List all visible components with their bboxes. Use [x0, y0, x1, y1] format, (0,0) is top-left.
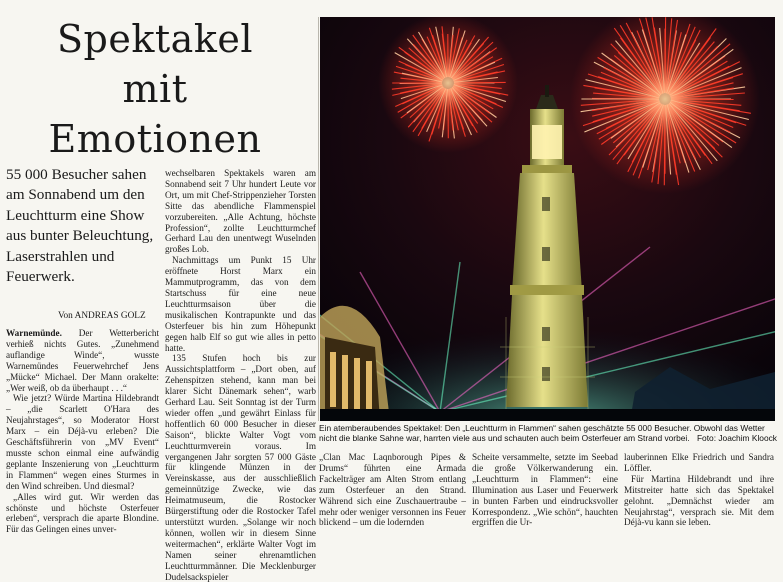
dateline: Warnemünde.	[6, 328, 62, 338]
caption-text: Ein atemberaubendes Spektakel: Den „Leuchtturm in Flammen“ sahen geschätzte 55 000 Besucher. Obwohl das Wetter nicht die blanke Sahne war, harrten viele aus und schauten auch beim Osterfeuer am Strand vorbei.	[319, 423, 765, 443]
paragraph: 135 Stufen hoch bis zur Aussichtsplattform – „Dort oben, auf Zehenspitzen stehend, kann man bei klarer Sicht Dänemark sehen“, warb Gerhard Lau. Seit Sonntag ist der Turm wieder offen „und gewährt Einlass für hoffentlich 60 000 Besucher in dieser Saison“, blickte Walter Vogt vom Leuchtturmverein voraus. Im vergangenen Jahr sorgten 57 000 Gäste für klingende Münzen in der Vereinskasse, aus der ausschließlich gemeinnützige Zwecke, wie das Heimatmuseum, die Rostocker Bürgerstiftung oder die Rostocker Tafel unterstützt wurden. „Solange wir noch können, wollen wir in diesem Sinne weitermachen“, erklärte Walter Vogt im Namen seiner ehrenamtlichen Leuchtturmmänner. Die Mecklenburger Dudelsackspieler	[165, 353, 316, 582]
paragraph: Für Martina Hildebrandt und ihre Mitstreiter hatte sich das Spektakel gelohnt. „Demnächst wieder am Neujahrstag“, versprach sie. Mit dem Déjà-vu kann sie leben.	[624, 474, 774, 529]
paragraph: lauberinnen Elke Friedrich und Sandra Löffler.	[624, 452, 774, 474]
column-3	[319, 452, 466, 528]
lead-paragraph: 55 000 Besucher sahen am Sonnabend um den Leuchtturm eine Show aus bunter Beleuchtung, Laserstrahlen und Feuerwerk.	[6, 165, 162, 287]
headline-line-2: mit	[0, 64, 310, 114]
photo-caption	[319, 423, 777, 444]
column-2	[165, 168, 316, 582]
photo-credit: Foto: Joachim Kloock	[697, 433, 777, 443]
headline-line-1: Spektakel	[0, 14, 310, 64]
headline-line-3: Emotionen	[0, 114, 310, 164]
column-4	[472, 452, 618, 528]
headline	[0, 14, 310, 164]
paragraph: Nachmittags um Punkt 15 Uhr eröffnete Horst Marx ein Mammutprogramm, das von dem Startschuss für eine neue Leuchtturmsaison über die musikalischen Kontrapunkte und das Osterfeuer bis hin zum Höhepunkt gegen halb Elf so gut wie alles in petto hatte.	[165, 255, 316, 353]
column-rule	[318, 17, 319, 421]
paragraph	[6, 328, 159, 393]
paragraph: „Clan Mac Laqnborough Pipes & Drums“ führten eine Armada Fackelträger am Alten Strom entlang zum Osterfeuer an den Strand. Während sich eine Zuschauertraube – mehr oder weniger versonnen ins Feuer blickend – um die lodernden	[319, 452, 466, 528]
column-5	[624, 452, 774, 528]
lighthouse-fireworks-illustration	[320, 17, 775, 421]
paragraph-text: Der Wetterbericht verhieß nichts Gutes. „Zunehmend auflandige Winde“, wusste Warnemündes Feuerwehrchef Jens „Mücke“ Michael. Der Mann orakelte: „Wer weiß, ob da überhaupt . . .“	[6, 328, 159, 393]
byline: Von ANDREAS GOLZ	[58, 311, 146, 321]
column-1	[6, 328, 159, 535]
photo-lighthouse-fireworks	[320, 17, 775, 421]
paragraph: Wie jetzt? Würde Martina Hildebrandt – „die Scarlett O'Hara des Neujahrstages“, so Moderator Horst Marx – ein Déjà-vu erleben? Die Geschäftsführerin von „MV Event“ musste schon einmal eine aufwändig geplante Inszenierung von „Leuchtturm in Flammen“ wegen eines Sturmes in den Wind schreiben. Und diesmal?	[6, 393, 159, 491]
paragraph: „Alles wird gut. Wir werden das schönste und höchste Osterfeuer erleben“, versprach die aparte Blondine. Für das Gelingen eines unver-	[6, 492, 159, 536]
paragraph: Scheite versammelte, setzte im Seebad die große Völkerwanderung ein. „Leuchtturm in Flammen“: eine Illumination aus Laser und Feuerwerk in bunten Farben und eindrucksvoller Korrespondenz. „Wie schön“, hauchten ergriffen die Ur-	[472, 452, 618, 528]
paragraph: wechselbaren Spektakels waren am Sonnabend seit 7 Uhr hundert Leute vor Ort, um mit Chef-Strippenzieher Torsten Sitte das abendliche Flammenspiel vorzubereiten. „Alle Achtung, höchste Profession“, zollte Leuchtturmchef Gerhard Lau den unentwegt Wuselnden großes Lob.	[165, 168, 316, 255]
